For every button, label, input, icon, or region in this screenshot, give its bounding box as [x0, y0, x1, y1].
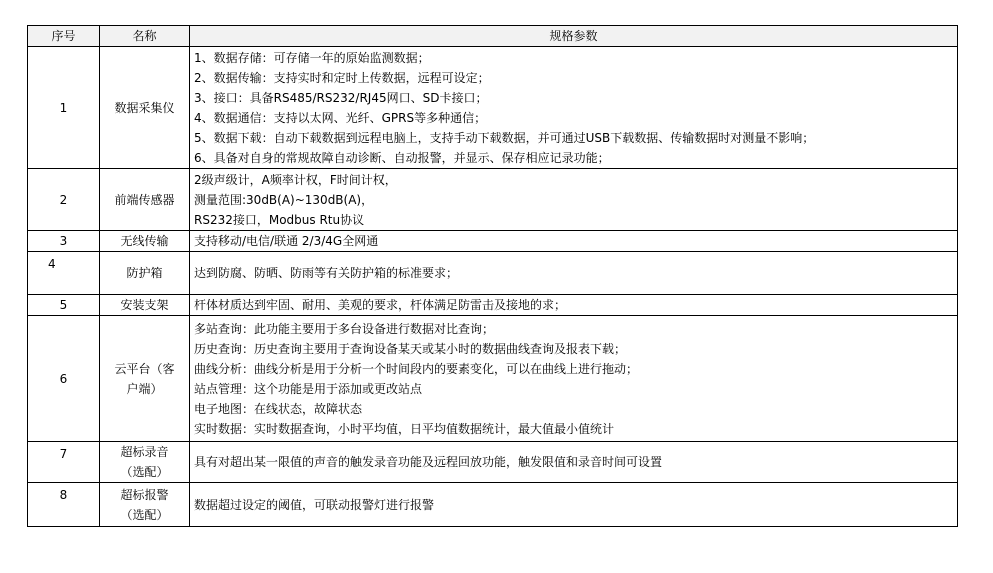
spec-line: 具有对超出某一限值的声音的触发录音功能及远程回放功能，触发限值和录音时间可设置 — [194, 455, 663, 469]
row-spec — [190, 252, 958, 295]
row-name: 安装支架 — [100, 295, 190, 316]
spec-line: 数据超过设定的阈值，可联动报警灯进行报警 — [194, 497, 435, 512]
table-row — [28, 316, 958, 442]
spec-line: 5、数据下载：自动下载数据到远程电脑上，支持手动下载数据，并可通过USB下载数据、传输数据时对测量不影响； — [194, 130, 815, 145]
table-row — [28, 47, 958, 169]
row-number: 2 — [28, 169, 100, 231]
row-number: 3 — [28, 231, 100, 252]
spec-line: RS232接口，Modbus Rtu协议 — [194, 212, 365, 227]
row-name: 防护箱 — [100, 252, 190, 295]
row-name-line: （选配） — [120, 465, 169, 479]
row-name: 无线传输 — [100, 231, 190, 252]
row-spec — [190, 169, 958, 231]
table-row — [28, 295, 958, 316]
row-spec — [190, 483, 958, 527]
row-spec — [190, 295, 958, 316]
row-name — [100, 442, 190, 483]
row-name-line: 超标报警 — [120, 487, 169, 502]
spec-line: 站点管理：这个功能是用于添加或更改站点 — [194, 381, 423, 396]
spec-line: 支持移动/电信/联通 2/3/4G全网通 — [194, 234, 379, 248]
row-spec — [190, 442, 958, 483]
spec-line: 杆体材质达到牢固、耐用、美观的要求，杆体满足防雷击及接地的求； — [194, 298, 567, 312]
row-name-line: 户端） — [126, 381, 163, 396]
row-spec — [190, 47, 958, 169]
row-number: 5 — [28, 295, 100, 316]
row-name: 前端传感器 — [100, 169, 190, 231]
row-number: 8 — [28, 483, 100, 527]
spec-line: 1、数据存储：可存储一年的原始监测数据； — [194, 50, 430, 65]
row-spec — [190, 316, 958, 442]
spec-line: 3、接口：具备RS485/RS232/RJ45网口、SD卡接口； — [194, 90, 488, 105]
row-name-line: （选配） — [120, 507, 169, 522]
row-number: 4 — [28, 252, 100, 295]
table-row — [28, 442, 958, 483]
header-row — [28, 26, 958, 47]
spec-line: 实时数据：实时数据查询，小时平均值，日平均值数据统计，最大值最小值统计 — [194, 421, 615, 436]
table-row — [28, 483, 958, 527]
spec-line: 测量范围:30dB(A)~130dB(A)， — [194, 192, 374, 207]
spec-line: 2级声级计，A频率计权，F时间计权， — [194, 172, 397, 187]
row-spec — [190, 231, 958, 252]
row-number: 1 — [28, 47, 100, 169]
row-name-line: 超标录音 — [120, 445, 169, 459]
spec-table — [27, 25, 958, 527]
row-name — [100, 483, 190, 527]
spec-line: 电子地图：在线状态，故障状态 — [194, 401, 363, 416]
row-number: 7 — [28, 442, 100, 483]
row-name — [100, 316, 190, 442]
spec-line: 4、数据通信：支持以太网、光纤、GPRS等多种通信； — [194, 110, 487, 125]
table-row — [28, 169, 958, 231]
header-spec: 规格参数 — [190, 26, 958, 47]
spec-line: 曲线分析：曲线分析是用于分析一个时间段内的要素变化，可以在曲线上进行拖动； — [194, 361, 639, 376]
header-name: 名称 — [100, 26, 190, 47]
spec-line: 6、具备对自身的常规故障自动诊断、自动报警，并显示、保存相应记录功能； — [194, 150, 610, 165]
row-name: 数据采集仪 — [100, 47, 190, 169]
spec-line: 达到防腐、防晒、防雨等有关防护箱的标准要求； — [194, 266, 459, 280]
spec-line: 多站查询：此功能主要用于多台设备进行数据对比查询； — [194, 321, 495, 336]
header-no: 序号 — [28, 26, 100, 47]
table-row — [28, 231, 958, 252]
row-number: 6 — [28, 316, 100, 442]
row-name-line: 云平台（客 — [114, 361, 175, 376]
spec-line: 2、数据传输：支持实时和定时上传数据，远程可设定； — [194, 70, 490, 85]
table-row — [28, 252, 958, 295]
spec-line: 历史查询：历史查询主要用于查询设备某天或某小时的数据曲线查询及报表下载； — [194, 341, 627, 356]
